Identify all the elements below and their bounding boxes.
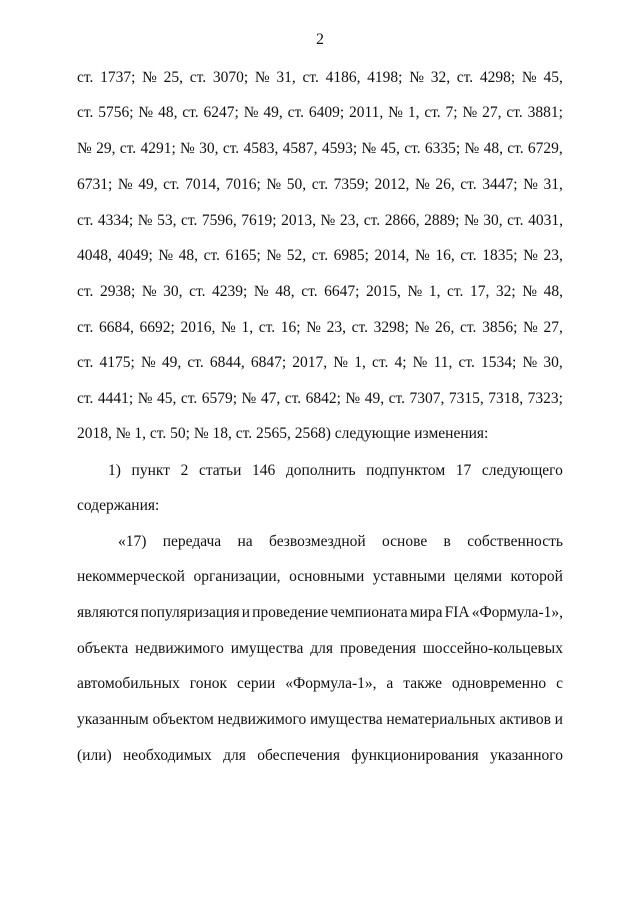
word: 16; — [280, 319, 301, 336]
word: № — [140, 354, 156, 371]
word: 4298; — [479, 69, 516, 86]
word: целями — [453, 568, 503, 585]
word: 31, — [276, 69, 296, 86]
word: 23, — [326, 319, 346, 336]
word: на — [237, 533, 253, 550]
word: 4583, — [243, 140, 279, 157]
word: 7318, — [488, 390, 524, 407]
word: «Формула-1», — [285, 675, 377, 692]
word: функционирования — [351, 747, 479, 764]
word: 4441; — [97, 390, 134, 407]
word: ст. — [187, 354, 204, 371]
word: 53, — [157, 212, 177, 229]
word: 49, — [364, 390, 385, 407]
word: 2017, — [292, 354, 328, 371]
word: популяризация — [140, 604, 240, 621]
word: 26, — [435, 176, 455, 193]
word: ст. — [424, 104, 441, 121]
text-line — [108, 461, 563, 481]
word: № — [266, 176, 282, 193]
text-line — [77, 746, 563, 766]
word: ст. — [302, 69, 319, 86]
word: 7323; — [527, 390, 563, 407]
word: № — [463, 212, 479, 229]
word: FIA — [444, 604, 470, 621]
word: 52, — [286, 247, 307, 264]
text-line — [77, 674, 563, 694]
word: 2016, — [180, 319, 216, 336]
word: одновременно — [451, 675, 547, 692]
word: указанным — [77, 711, 149, 728]
word: 3298; — [373, 319, 409, 336]
word: 4239; — [212, 283, 248, 300]
word: 50, — [286, 176, 307, 193]
word: 30, — [483, 212, 503, 229]
word: ст. — [203, 247, 220, 264]
word: ст. — [284, 390, 302, 407]
word: недвижимого — [135, 640, 224, 657]
word: а — [386, 675, 394, 692]
word: 3447; — [482, 176, 518, 193]
word: для — [223, 747, 246, 764]
word: ст. — [77, 319, 94, 336]
word: серии — [236, 675, 276, 692]
word: недвижимого — [217, 711, 307, 728]
word: № — [243, 104, 259, 121]
word: 6647; — [324, 283, 360, 300]
word: 49, — [263, 104, 283, 121]
word: 23, — [543, 247, 563, 264]
word: № — [158, 247, 174, 264]
word: 6409; — [308, 104, 345, 121]
word: 2015, — [366, 283, 401, 300]
word: 48, — [483, 140, 503, 157]
word: обеспечения — [257, 747, 340, 764]
word: ст. — [77, 69, 94, 86]
word: 30, — [199, 140, 219, 157]
word: 26, — [435, 319, 455, 336]
word: 7359; — [333, 176, 369, 193]
word: 6335; — [424, 140, 461, 157]
word: № — [320, 212, 336, 229]
word: ст. — [301, 283, 318, 300]
word: 47, — [260, 390, 281, 407]
word: безвозмездной — [269, 533, 366, 550]
word: 2011, — [349, 104, 384, 121]
word: следующего — [481, 462, 563, 479]
word: имущества — [230, 640, 304, 657]
word: 48, — [158, 104, 178, 121]
word: гонок — [189, 675, 228, 692]
word: ст. — [77, 212, 94, 229]
word: ст. — [77, 390, 94, 407]
word: 6847; — [250, 354, 287, 371]
word: 11, — [433, 354, 453, 371]
word: № — [388, 104, 403, 121]
text-line — [77, 175, 563, 195]
word: 49, — [138, 176, 158, 193]
word: нематериальных — [386, 711, 496, 728]
word: 6247; — [203, 104, 239, 121]
word: активов — [499, 711, 551, 728]
word: ст. — [77, 104, 94, 121]
word: мира — [409, 604, 443, 621]
word: 6842; — [305, 390, 341, 407]
word: 1737; — [100, 69, 136, 86]
word: являются — [77, 604, 139, 621]
word: 2 — [180, 462, 189, 479]
word: ст. — [456, 69, 474, 86]
word: ст. — [180, 212, 198, 229]
word: объекта — [77, 640, 129, 657]
word: автомобильных — [77, 675, 180, 692]
word: № — [414, 247, 430, 264]
word: 30, — [543, 354, 563, 371]
word: проведение — [252, 604, 329, 621]
word: № — [333, 354, 349, 371]
word: № — [523, 319, 538, 336]
word: 29, — [96, 140, 116, 157]
word: 4175; — [99, 354, 135, 371]
text-line — [77, 567, 563, 587]
word: 4587, — [282, 140, 318, 157]
word: 7307, — [409, 390, 445, 407]
word: 3070; — [212, 69, 249, 86]
word: 7; — [445, 104, 458, 121]
word: 2938; — [99, 283, 136, 300]
text-line — [77, 603, 563, 623]
word: № — [138, 104, 154, 121]
word: 32; — [495, 283, 516, 300]
word: № — [137, 212, 153, 229]
word: 16, — [435, 247, 455, 264]
word: и — [554, 711, 563, 728]
word: 31, — [543, 176, 563, 193]
word: № — [117, 176, 133, 193]
word: 27, — [482, 104, 502, 121]
word: 17 — [455, 462, 472, 479]
word: объектом — [152, 711, 214, 728]
text-line — [77, 639, 563, 659]
word: ст. — [189, 283, 206, 300]
word: № — [407, 283, 423, 300]
word: 4; — [394, 354, 407, 371]
word: № — [221, 319, 236, 336]
text-line — [77, 246, 563, 266]
word: ст. — [119, 140, 137, 157]
text-line: 2018, № 1, ст. 50; № 18, ст. 2565, 2568) следующие изменения: — [77, 425, 489, 442]
word: имущества — [309, 711, 383, 728]
word: также — [403, 675, 442, 692]
word: ст. — [460, 176, 477, 193]
word: № — [521, 69, 537, 86]
word: 1) — [108, 462, 121, 479]
word: передача — [162, 533, 222, 550]
word: 4186, — [325, 69, 361, 86]
word: № — [254, 69, 270, 86]
word: 6729, — [527, 140, 563, 157]
word: № — [137, 390, 153, 407]
word: «17) — [118, 533, 147, 550]
word: подпунктом — [366, 462, 446, 479]
word: 1, — [354, 354, 366, 371]
word: некоммерческой — [77, 568, 185, 585]
word: 1, — [241, 319, 254, 336]
word: 6731; — [77, 176, 113, 193]
text-line — [77, 710, 563, 730]
word: ст. — [404, 140, 421, 157]
text-line — [77, 103, 563, 123]
word: 1, — [407, 104, 420, 121]
word: № — [253, 283, 269, 300]
word: проведения — [339, 640, 416, 657]
word: 27, — [543, 319, 563, 336]
word: ст. — [311, 247, 329, 264]
word: 7619; — [241, 212, 277, 229]
word: 4048, — [77, 247, 112, 264]
word: организации, — [193, 568, 281, 585]
word: основе — [382, 533, 428, 550]
word: 1835; — [482, 247, 518, 264]
text-line: содержания: — [77, 497, 160, 514]
word: дополнить — [285, 462, 356, 479]
word: ст. — [222, 140, 240, 157]
word: ст. — [287, 104, 304, 121]
word: ст. — [507, 212, 524, 229]
word: ст. — [460, 319, 477, 336]
word: 4031, — [528, 212, 563, 229]
word: ст. — [258, 319, 276, 336]
word: № — [462, 104, 478, 121]
word: № — [522, 283, 538, 300]
word: № — [77, 140, 92, 157]
word: ст. — [363, 212, 381, 229]
word: 2012, — [374, 176, 410, 193]
word: 45, — [156, 390, 177, 407]
word: ст. — [458, 354, 475, 371]
word: ст. — [507, 140, 524, 157]
text-line — [77, 139, 563, 159]
word: № — [523, 247, 538, 264]
word: 6985; — [333, 247, 369, 264]
word: 4291; — [140, 140, 176, 157]
word: № — [306, 319, 321, 336]
text-line — [77, 318, 563, 338]
word: 6165; — [225, 247, 261, 264]
word: 2889; — [424, 212, 460, 229]
word: пункт — [131, 462, 170, 479]
word: 1534; — [481, 354, 517, 371]
word: собственность — [467, 533, 563, 550]
word: 30, — [163, 283, 183, 300]
word: 7596, — [201, 212, 237, 229]
word: указанного — [489, 747, 563, 764]
word: № — [241, 390, 257, 407]
word: ст. — [189, 69, 207, 86]
word: 4198; — [367, 69, 403, 86]
word: ст. — [182, 104, 199, 121]
word: ст. — [180, 390, 198, 407]
text-line — [77, 353, 563, 373]
word: «Формула-1», — [471, 604, 563, 621]
word: 7016; — [225, 176, 261, 193]
word: 7014, — [185, 176, 220, 193]
word: 48, — [178, 247, 199, 264]
word: № — [414, 176, 430, 193]
word: и — [241, 604, 251, 621]
word: ст. — [506, 104, 523, 121]
word: основными — [289, 568, 365, 585]
word: 146 — [252, 462, 276, 479]
word: которой — [510, 568, 563, 585]
word: 7315, — [448, 390, 484, 407]
word: № — [523, 176, 538, 193]
word: в — [443, 533, 451, 550]
word: № — [141, 283, 157, 300]
word: шоссейно-кольцевых — [422, 640, 563, 657]
text-line — [118, 532, 563, 552]
word: № — [409, 69, 424, 86]
word: уставными — [372, 568, 446, 585]
word: № — [414, 319, 430, 336]
word: 45, — [543, 69, 563, 86]
word: ст. — [311, 176, 329, 193]
word: ст. — [163, 176, 180, 193]
word: № — [412, 354, 428, 371]
word: ст. — [388, 390, 405, 407]
word: ст. — [77, 283, 94, 300]
word: статьи — [198, 462, 242, 479]
page-number: 2 — [316, 31, 324, 48]
word: 4593; — [321, 140, 358, 157]
word: 32, — [430, 69, 451, 86]
word: 4334; — [97, 212, 134, 229]
word: 45, — [380, 140, 400, 157]
word: для — [310, 640, 333, 657]
word: 1, — [428, 283, 441, 300]
word: 23, — [339, 212, 360, 229]
word: № — [345, 390, 361, 407]
text-line — [77, 68, 563, 88]
word: № — [522, 354, 538, 371]
word: 6692; — [139, 319, 175, 336]
word: необходимых — [122, 747, 212, 764]
word: ст. — [77, 354, 94, 371]
word: 3856; — [482, 319, 518, 336]
text-line — [77, 211, 563, 231]
word: 5756; — [98, 104, 134, 121]
text-line — [77, 282, 563, 302]
word: ст. — [371, 354, 389, 371]
word: ст. — [447, 283, 464, 300]
word: 2866, — [384, 212, 420, 229]
word: 17, — [469, 283, 490, 300]
word: 6684, — [99, 319, 134, 336]
word: 48, — [275, 283, 295, 300]
word: ст. — [460, 247, 477, 264]
word: (или) — [77, 747, 112, 764]
word: 25, — [163, 69, 184, 86]
word: 2013, — [281, 212, 317, 229]
word: 49, — [161, 354, 182, 371]
word: 6844, — [209, 354, 245, 371]
word: ст. — [351, 319, 368, 336]
word: 6579; — [201, 390, 238, 407]
word: № — [464, 140, 480, 157]
word: № — [266, 247, 282, 264]
word: 48, — [543, 283, 563, 300]
word: 3881; — [527, 104, 563, 121]
word: № — [361, 140, 377, 157]
text-line — [77, 389, 563, 409]
word: с — [556, 675, 563, 692]
word: № — [142, 69, 157, 86]
word: 2014, — [374, 247, 410, 264]
word: чемпионата — [330, 604, 408, 621]
word: № — [180, 140, 195, 157]
word: 4049; — [117, 247, 153, 264]
